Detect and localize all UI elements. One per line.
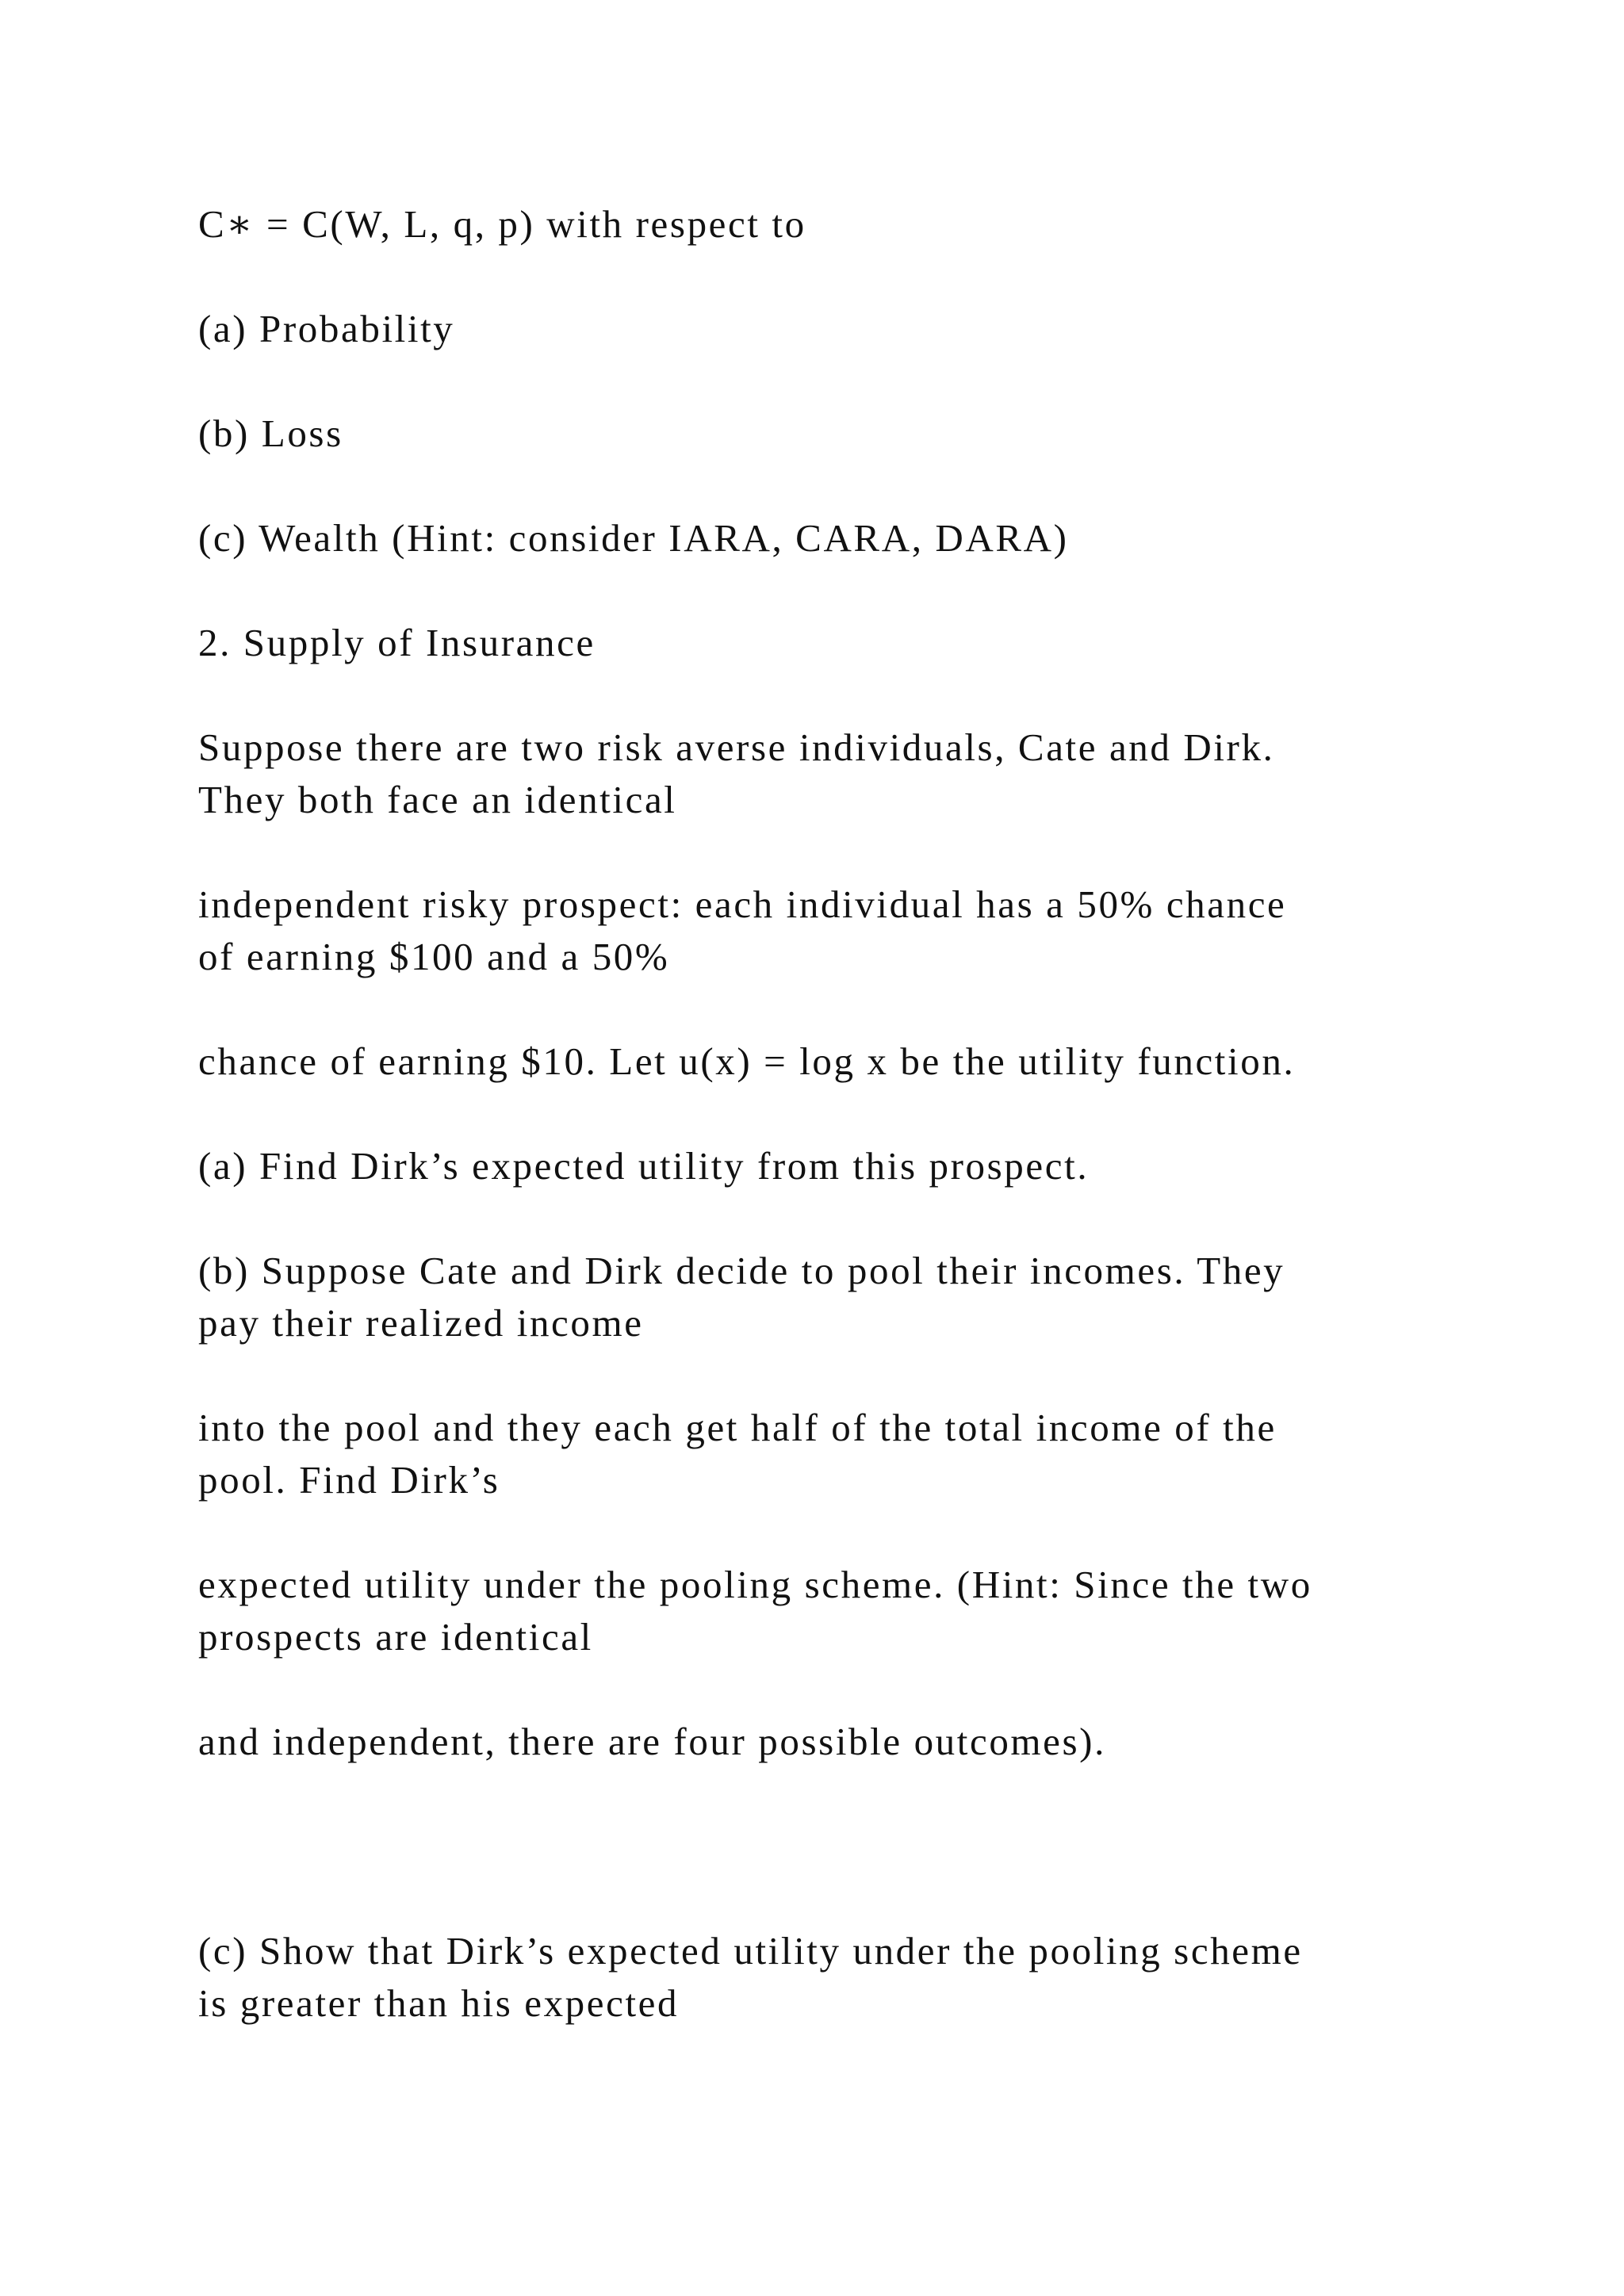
text-line: into the pool and they each get half of the total income of the	[198, 1406, 1277, 1449]
paragraph	[198, 878, 1435, 983]
question-b	[198, 1245, 1435, 1349]
text-line: prospects are identical	[198, 1615, 593, 1659]
text-line: (b) Loss	[198, 411, 343, 455]
text-line: and independent, there are four possible outcomes).	[198, 1720, 1106, 1763]
text-line: They both face an identical	[198, 778, 677, 821]
text-line: chance of earning $10. Let u(x) = log x be the utility function.	[198, 1039, 1296, 1083]
question-a	[198, 1140, 1435, 1192]
text-line: independent risky prospect: each individual has a 50% chance	[198, 882, 1287, 926]
text-line: expected utility under the pooling scheme. (Hint: Since the two	[198, 1563, 1312, 1606]
section-heading	[198, 617, 1435, 669]
text-line: (a) Probability	[198, 307, 455, 350]
question-c	[198, 1925, 1435, 2030]
text-line: of earning $100 and a 50%	[198, 935, 670, 978]
paragraph	[198, 721, 1435, 826]
text-line: is greater than his expected	[198, 1981, 680, 2025]
text-line: (c) Show that Dirk’s expected utility under the pooling scheme	[198, 1929, 1303, 1973]
text-line: (c) Wealth (Hint: consider IARA, CARA, DARA)	[198, 516, 1069, 560]
paragraph	[198, 1402, 1435, 1506]
item-c-wealth	[198, 512, 1435, 564]
formula-line	[198, 198, 1435, 251]
paragraph	[198, 1559, 1435, 1663]
text-line: (b) Suppose Cate and Dirk decide to pool their incomes. They	[198, 1249, 1285, 1292]
text-line: pool. Find Dirk’s	[198, 1458, 500, 1502]
item-a-probability	[198, 303, 1435, 355]
text-line: pay their realized income	[198, 1301, 644, 1345]
text-line: Suppose there are two risk averse individuals, Cate and Dirk.	[198, 725, 1275, 769]
text-line: C∗ = C(W, L, q, p) with respect to	[198, 202, 806, 246]
paragraph	[198, 1716, 1435, 1768]
text-line: 2. Supply of Insurance	[198, 621, 596, 664]
paragraph	[198, 1035, 1435, 1088]
item-b-loss	[198, 408, 1435, 460]
text-line: (a) Find Dirk’s expected utility from this prospect.	[198, 1144, 1090, 1188]
